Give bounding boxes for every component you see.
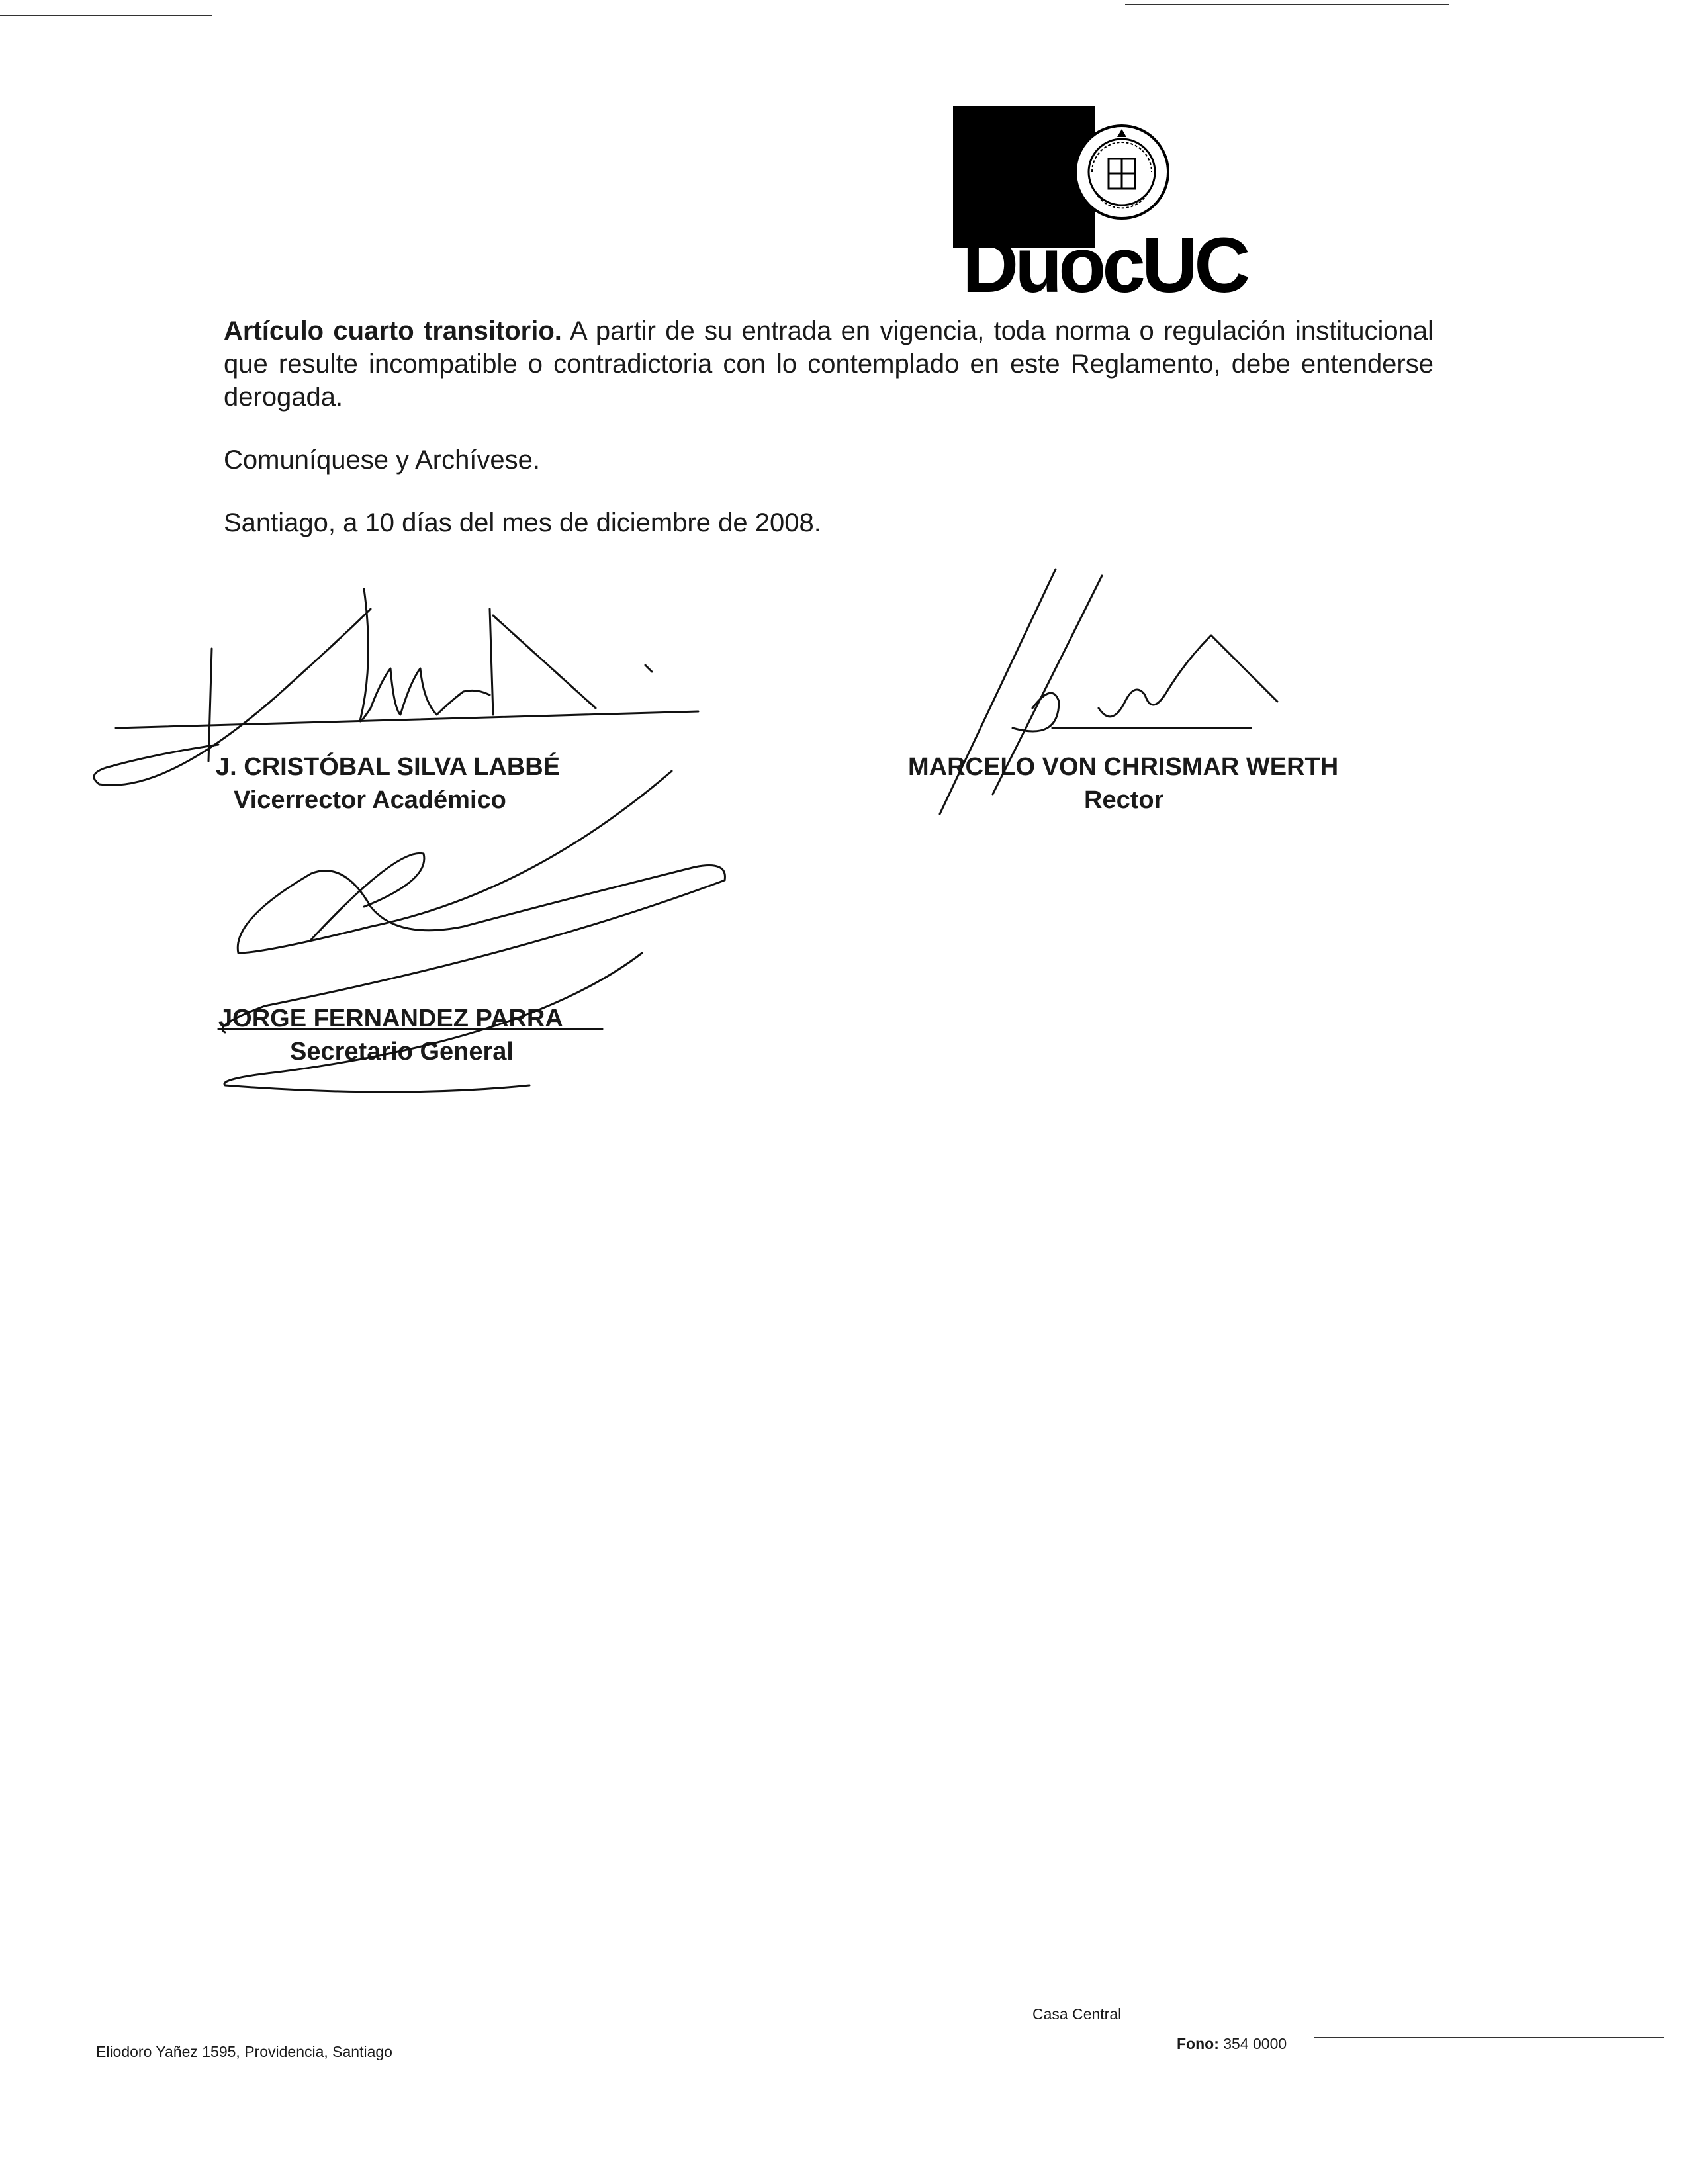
logo-wordmark [962,222,1247,309]
signatory-name: J. CRISTÓBAL SILVA LABBÉ [216,753,561,781]
signature-silva-stroke [94,745,218,784]
footer-address: Eliodoro Yañez 1595, Providencia, Santiago [96,2043,392,2060]
scan-edge-line [1125,4,1449,5]
signature-fernandez-stroke [311,853,424,940]
signature-silva-stroke [645,665,652,672]
scan-edge-line [0,15,212,16]
footer-phone [1177,2035,1287,2053]
date-line: Santiago, a 10 días del mes de diciembre de 2008. [224,508,821,537]
signatory-title: Rector [1084,786,1164,814]
footer-office: Casa Central [1032,2005,1122,2023]
article-paragraph [224,314,1434,414]
signature-silva-stroke [360,589,490,721]
signature-silva-stroke [208,649,212,761]
signature-silva-stroke [490,609,493,715]
article-heading: Artículo cuarto transitorio. [224,316,562,345]
signatory-title: Vicerrector Académico [234,786,506,814]
signatory-title: Secretario General [290,1038,514,1066]
logo-wordmark-right: UC [1142,222,1247,309]
signature-vonchrismar-stroke [1099,635,1277,717]
signatory-name: JORGE FERNANDEZ PARRA [218,1005,563,1032]
signature-vonchrismar-stroke [1013,693,1059,731]
logo-wordmark-left: Duoc [962,222,1142,309]
footer-rule [1314,2037,1664,2038]
university-seal-icon [1072,122,1171,222]
signatory-name: MARCELO VON CHRISMAR WERTH [908,753,1339,781]
footer-phone-label: Fono: [1177,2035,1219,2052]
signature-silva-stroke [493,615,596,708]
signature-silva-stroke [116,711,698,728]
closing-line: Comuníquese y Archívese. [224,445,541,475]
footer-phone-value: 354 0000 [1223,2035,1287,2052]
duoc-uc-logo [953,106,1247,309]
article-text: A partir de su entrada en vigencia, toda norma o regulación institucional que resulte incompatible o contradictoria con lo contemplado en este Reglamento, debe entenderse derogada. [224,316,1434,412]
